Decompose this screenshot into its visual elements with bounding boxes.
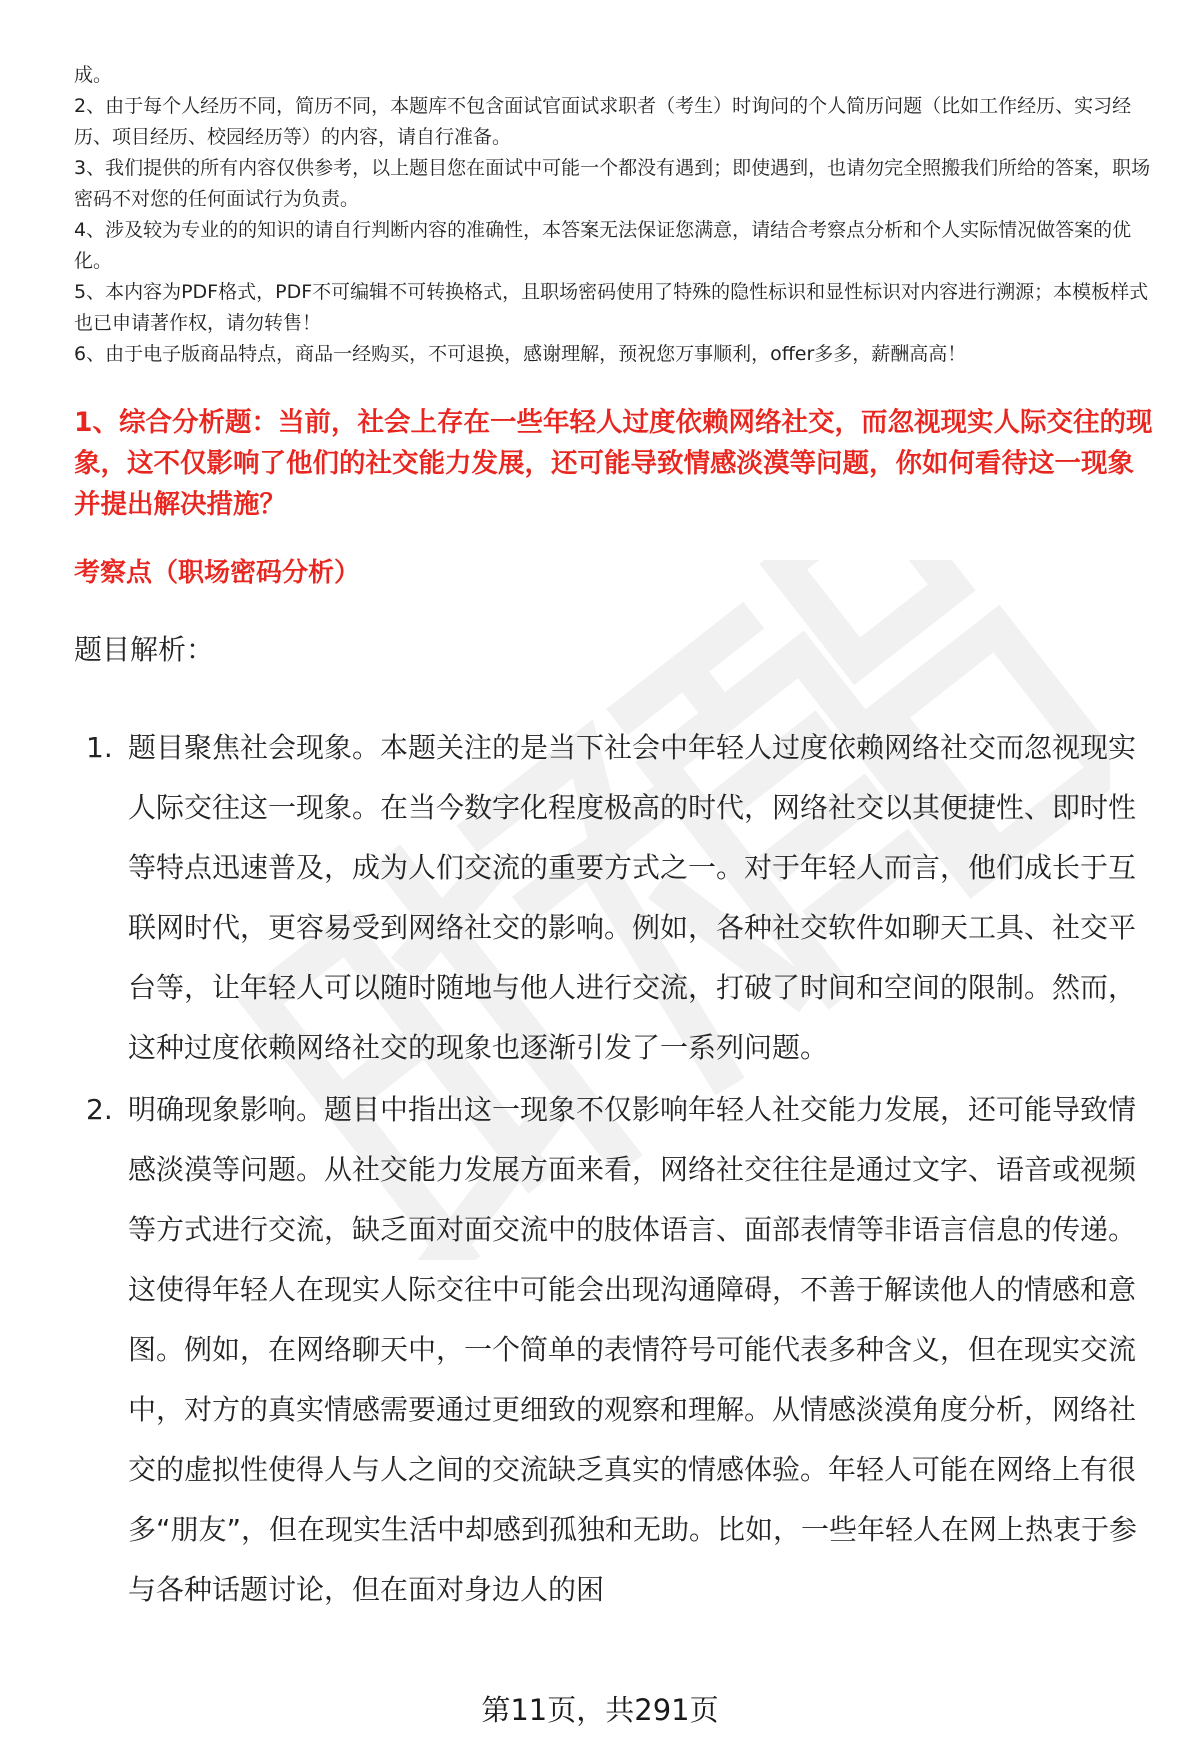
analysis-title: 题目解析：: [74, 633, 215, 666]
note-line: 2、由于每个人经历不同，简历不同，本题库不包含面试官面试求职者（考生）时询问的个人简历问题（比如工作经历、实习经历、项目经历、校园经历等）的内容，请自行准备。: [74, 95, 1132, 148]
note-line: 6、由于电子版商品特点，商品一经购买，不可退换，感谢理解，预祝您万事顺利，offer多多，薪酬高高！: [74, 343, 967, 365]
question-heading: 1、综合分析题：当前，社会上存在一些年轻人过度依赖网络社交，而忽视现实人际交往的现象，这不仅影响了他们的社交能力发展，还可能导致情感淡漠等问题，你如何看待这一现象并提出解决措施？: [74, 407, 1153, 520]
point-text: 明确现象影响。题目中指出这一现象不仅影响年轻人社交能力发展，还可能导致情感淡漠等问题。从社交能力发展方面来看，网络社交往往是通过文字、语音或视频等方式进行交流，缺乏面对面交流中的肢体语言、面部表情等非语言信息的传递。这使得年轻人在现实人际交往中可能会出现沟通障碍，不善于解读他人的情感和意图。例如，在网络聊天中，一个简单的表情符号可能代表多种含义，但在现实交流中，对方的真实情感需要通过更细致的观察和理解。从情感淡漠角度分析，网络社交的虚拟性使得人与人之间的交流缺乏真实的情感体验。年轻人可能在网络上有很多“朋友”，但在现实生活中却感到孤独和无助。比如，一些年轻人在网上热衷于参与各种话题讨论，但在面对身边人的困: [128, 1093, 1138, 1606]
analysis-point: [74, 718, 1160, 1078]
assessment-points-label: 考察点（职场密码分析）: [74, 558, 361, 588]
disclaimer-notes: [74, 60, 1154, 370]
analysis-point: [74, 1080, 1160, 1620]
note-line: 成。: [74, 64, 113, 86]
note-line: 5、本内容为PDF格式，PDF不可编辑不可转换格式，且职场密码使用了特殊的隐性标识和显性标识对内容进行溯源；本模板样式也已申请著作权，请勿转售！: [74, 281, 1149, 334]
note-line: 3、我们提供的所有内容仅供参考，以上题目您在面试中可能一个都没有遇到；即使遇到，也请勿完全照搬我们所给的答案，职场密码不对您的任何面试行为负责。: [74, 157, 1151, 210]
point-text: 题目聚焦社会现象。本题关注的是当下社会中年轻人过度依赖网络社交而忽视现实人际交往这一现象。在当今数字化程度极高的时代，网络社交以其便捷性、即时性等特点迅速普及，成为人们交流的重要方式之一。对于年轻人而言，他们成长于互联网时代，更容易受到网络社交的影响。例如，各种社交软件如聊天工具、社交平台等，让年轻人可以随时随地与他人进行交流，打破了时间和空间的限制。然而，这种过度依赖网络社交的现象也逐渐引发了一系列问题。: [128, 731, 1137, 1064]
point-number: 1.: [86, 731, 113, 764]
page-number-footer: 第11页，共291页: [481, 1693, 719, 1727]
note-line: 4、涉及较为专业的的知识的请自行判断内容的准确性，本答案无法保证您满意，请结合考察点分析和个人实际情况做答案的优化。: [74, 219, 1132, 272]
analysis-points-list: [74, 718, 1160, 1622]
point-number: 2.: [86, 1093, 113, 1126]
